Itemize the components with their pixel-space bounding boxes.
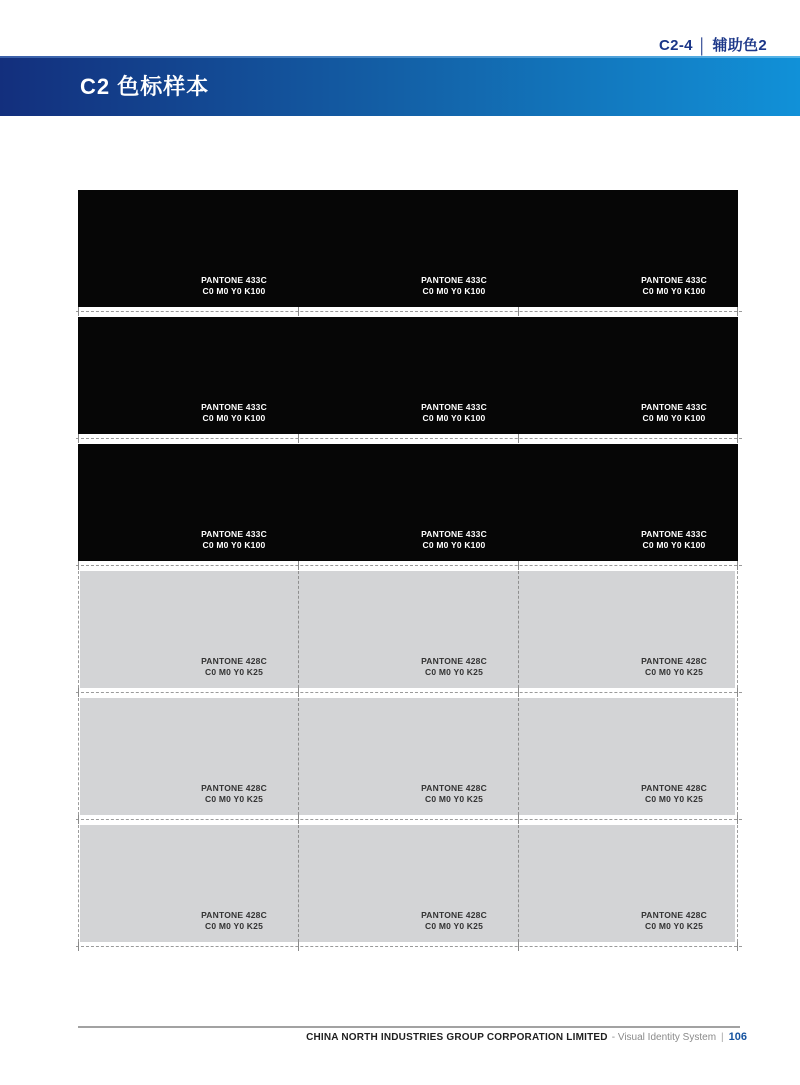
swatch-pantone-name: PANTONE 433C	[641, 529, 707, 539]
cut-tick	[78, 942, 79, 951]
cut-line-vertical	[298, 825, 299, 942]
swatch-row-black-1	[78, 190, 738, 307]
swatch-pantone-name: PANTONE 433C	[641, 402, 707, 412]
cut-tick	[298, 434, 299, 443]
cut-tick	[298, 942, 299, 951]
swatch-pantone-name: PANTONE 428C	[641, 910, 707, 920]
cut-line-vertical-edge	[78, 825, 79, 942]
swatch-cell	[78, 444, 298, 561]
swatch-label	[564, 529, 784, 551]
swatch-pantone-name: PANTONE 433C	[421, 402, 487, 412]
cut-gap	[78, 815, 738, 825]
swatch-cmyk-value: C0 M0 Y0 K25	[205, 921, 263, 931]
cut-tick	[737, 688, 738, 697]
cut-line-vertical	[518, 571, 519, 688]
swatch-cell	[518, 444, 738, 561]
swatch-cmyk-value: C0 M0 Y0 K25	[425, 667, 483, 677]
cut-tick	[518, 434, 519, 443]
swatch-cell	[518, 698, 738, 815]
cut-line-horizontal	[76, 819, 742, 820]
cut-line-vertical-edge	[78, 698, 79, 815]
swatch-label	[564, 402, 784, 424]
swatch-pantone-name: PANTONE 433C	[201, 402, 267, 412]
swatch-label	[564, 910, 784, 932]
cut-tick	[298, 561, 299, 570]
cut-tick	[518, 815, 519, 824]
cut-gap	[78, 307, 738, 317]
cut-tick	[737, 561, 738, 570]
swatch-cmyk-value: C0 M0 Y0 K25	[205, 794, 263, 804]
swatch-pantone-name: PANTONE 428C	[641, 783, 707, 793]
cut-line-horizontal	[76, 438, 742, 439]
swatch-cmyk-value: C0 M0 Y0 K25	[205, 667, 263, 677]
swatch-cell	[298, 317, 518, 434]
cut-line-vertical-edge	[737, 698, 738, 815]
cut-gap	[78, 688, 738, 698]
cut-line-horizontal	[76, 311, 742, 312]
cut-tick	[78, 688, 79, 697]
cut-tick	[518, 307, 519, 316]
swatch-row-gray-4	[78, 571, 738, 688]
swatch-grid	[78, 190, 738, 952]
swatch-cell	[78, 825, 298, 942]
swatch-pantone-name: PANTONE 433C	[421, 275, 487, 285]
swatch-row-gray-6	[78, 825, 738, 942]
swatch-row-black-2	[78, 317, 738, 434]
section-label	[659, 34, 767, 55]
cut-gap	[78, 434, 738, 444]
swatch-row-gray-5	[78, 698, 738, 815]
swatch-cell	[518, 190, 738, 307]
swatch-cell	[518, 825, 738, 942]
cut-line-vertical-edge	[737, 825, 738, 942]
cut-tick	[737, 307, 738, 316]
cut-tick	[518, 942, 519, 951]
footer	[306, 1031, 747, 1043]
section-code: C2-4	[659, 37, 693, 54]
footer-separator: |	[721, 1032, 724, 1043]
swatch-cmyk-value: C0 M0 Y0 K100	[642, 286, 706, 296]
swatch-cmyk-value: C0 M0 Y0 K100	[642, 413, 706, 423]
swatch-cmyk-value: C0 M0 Y0 K100	[642, 540, 706, 550]
swatch-cell	[298, 698, 518, 815]
page-title: C2 色标样本	[80, 74, 210, 99]
swatch-pantone-name: PANTONE 433C	[421, 529, 487, 539]
cut-line-horizontal	[76, 692, 742, 693]
cut-tick	[78, 307, 79, 316]
swatch-label	[564, 656, 784, 678]
swatch-cmyk-value: C0 M0 Y0 K25	[425, 921, 483, 931]
swatch-cell	[298, 444, 518, 561]
cut-tick	[298, 688, 299, 697]
swatch-cmyk-value: C0 M0 Y0 K100	[422, 540, 486, 550]
cut-tick	[518, 688, 519, 697]
swatch-cmyk-value: C0 M0 Y0 K100	[422, 286, 486, 296]
cut-tick	[78, 434, 79, 443]
swatch-pantone-name: PANTONE 428C	[421, 656, 487, 666]
cut-line-vertical	[518, 825, 519, 942]
swatch-cmyk-value: C0 M0 Y0 K25	[645, 794, 703, 804]
swatch-cell	[518, 571, 738, 688]
footer-system-label: - Visual Identity System	[611, 1032, 717, 1043]
swatch-pantone-name: PANTONE 428C	[201, 656, 267, 666]
swatch-cell	[78, 317, 298, 434]
swatch-cmyk-value: C0 M0 Y0 K100	[202, 540, 266, 550]
footer-company-name: CHINA NORTH INDUSTRIES GROUP CORPORATION LIMITED	[306, 1032, 608, 1043]
swatch-pantone-name: PANTONE 433C	[641, 275, 707, 285]
cut-tick	[78, 815, 79, 824]
swatch-cell	[78, 571, 298, 688]
cut-line-vertical	[298, 698, 299, 815]
cut-tick	[298, 307, 299, 316]
swatch-pantone-name: PANTONE 428C	[421, 783, 487, 793]
swatch-cmyk-value: C0 M0 Y0 K25	[645, 921, 703, 931]
swatch-pantone-name: PANTONE 428C	[641, 656, 707, 666]
swatch-cmyk-value: C0 M0 Y0 K25	[425, 794, 483, 804]
swatch-cell	[298, 571, 518, 688]
cut-tick	[518, 561, 519, 570]
section-banner	[0, 56, 800, 116]
cut-line-vertical-edge	[78, 571, 79, 688]
swatch-cmyk-value: C0 M0 Y0 K25	[645, 667, 703, 677]
swatch-row-black-3	[78, 444, 738, 561]
cut-tick	[737, 942, 738, 951]
cut-tick	[298, 815, 299, 824]
cut-tick	[737, 815, 738, 824]
cut-line-vertical	[518, 698, 519, 815]
swatch-pantone-name: PANTONE 433C	[201, 529, 267, 539]
swatch-pantone-name: PANTONE 433C	[201, 275, 267, 285]
footer-page-number: 106	[728, 1031, 747, 1043]
swatch-cell	[78, 190, 298, 307]
swatch-cmyk-value: C0 M0 Y0 K100	[202, 413, 266, 423]
swatch-cell	[518, 317, 738, 434]
swatch-cell	[78, 698, 298, 815]
swatch-label	[564, 275, 784, 297]
cut-tick	[78, 561, 79, 570]
cut-line-vertical	[298, 571, 299, 688]
swatch-pantone-name: PANTONE 428C	[201, 910, 267, 920]
cut-gap	[78, 942, 738, 952]
cut-gap	[78, 561, 738, 571]
swatch-label	[564, 783, 784, 805]
swatch-pantone-name: PANTONE 428C	[421, 910, 487, 920]
swatch-cell	[298, 190, 518, 307]
swatch-cmyk-value: C0 M0 Y0 K100	[422, 413, 486, 423]
swatch-pantone-name: PANTONE 428C	[201, 783, 267, 793]
cut-line-horizontal	[76, 946, 742, 947]
footer-divider	[78, 1026, 740, 1028]
swatch-cell	[298, 825, 518, 942]
cut-line-horizontal	[76, 565, 742, 566]
section-label-separator: │	[697, 38, 708, 55]
section-name: 辅助色2	[712, 37, 767, 54]
cut-tick	[737, 434, 738, 443]
cut-line-vertical-edge	[737, 571, 738, 688]
swatch-cmyk-value: C0 M0 Y0 K100	[202, 286, 266, 296]
